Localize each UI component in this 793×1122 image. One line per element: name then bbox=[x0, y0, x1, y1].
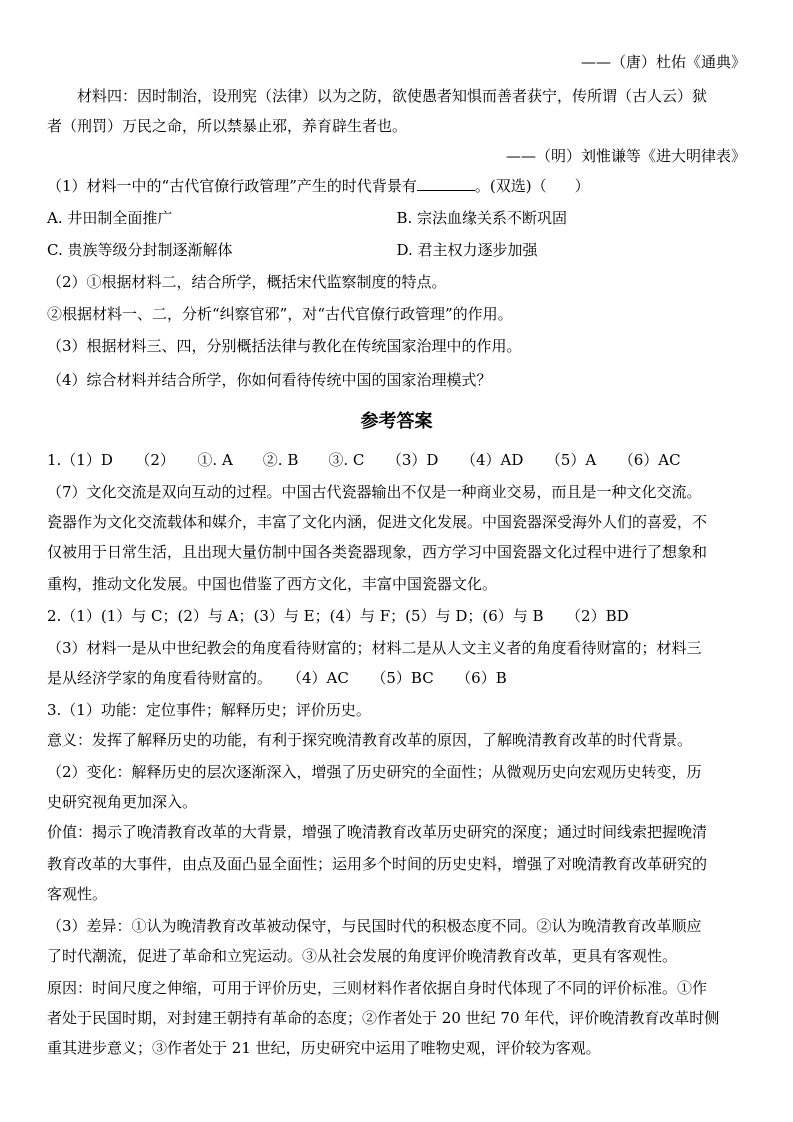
options-row-2 bbox=[47, 238, 746, 262]
options-row-1 bbox=[47, 206, 746, 230]
answer-3-line-5: 价值：揭示了晚清教育改革的大背景，增强了晚清教育改革历史研究的深度；通过时间线索把握晚清 bbox=[47, 823, 708, 841]
material-4-line-2: 者（刑罚）万民之命，所以禁暴止邪，养育辟生者也。 bbox=[47, 117, 408, 135]
question-1-type: 。(双选)（ bbox=[474, 177, 547, 195]
answer-blank bbox=[417, 176, 475, 191]
answer-3-line-9: 了时代潮流，促进了革命和立宪运动。③从社会发展的角度评价晚清教育改革，更具有客观性。 bbox=[47, 947, 678, 965]
answer-1-7-line-4: 重构，推动文化发展。中国也借鉴了西方文化，丰富中国瓷器文化。 bbox=[47, 575, 498, 593]
option-a: A. 井田制全面推广 bbox=[47, 209, 173, 227]
answer-3-line-8: （3）差异：①认为晚清教育改革被动保守，与民国时代的积极态度不同。②认为晚清教育改革顺应 bbox=[47, 917, 702, 935]
question-2-2: ②根据材料一、二，分析“纠察官邪”，对“古代官僚行政管理”的作用。 bbox=[47, 305, 513, 323]
question-3: （3）根据材料三、四，分别概括法律与教化在传统国家治理中的作用。 bbox=[47, 337, 522, 355]
source-line-4: ——（明）刘惟谦等《进大明律表》 bbox=[505, 147, 746, 165]
answer-3-line-1: 3.（1）功能：定位事件；解释历史；评价历史。 bbox=[47, 701, 371, 719]
question-1-stem: （1）材料一中的“古代官僚行政管理”产生的时代背景有 bbox=[47, 177, 417, 195]
question-1 bbox=[47, 174, 746, 198]
source-line-3: ——（唐）杜佑《通典》 bbox=[580, 53, 746, 71]
answer-3-line-7: 客观性。 bbox=[47, 885, 108, 903]
answer-1-7-line-3: 仅被用于日常生活，且出现大量仿制中国各类瓷器现象，西方学习中国瓷器文化过程中进行了想象和 bbox=[47, 543, 708, 561]
answer-2-line-2: （3）材料一是从中世纪教会的角度看待财富的；材料二是从人文主义者的角度看待财富的；材料三 bbox=[47, 639, 702, 657]
answer-3-line-2: 意义：发挥了解释历史的功能，有利于探究晚清教育改革的原因，了解晚清教育改革的时代背景。 bbox=[47, 731, 693, 749]
answer-2-line-1: 2.（1）(1）与 C；(2）与 A；(3）与 E；(4）与 F；(5）与 D；(6）与 B （2）BD bbox=[47, 607, 629, 625]
answer-1: 1.（1）D （2） ①. A ②. B ③. C （3）D （4）AD （5）A （6）AC bbox=[47, 451, 681, 469]
question-2-1: （2）①根据材料二，结合所学，概括宋代监察制度的特点。 bbox=[47, 273, 447, 291]
question-4: （4）综合材料并结合所学，你如何看待传统中国的国家治理模式？ bbox=[47, 371, 492, 389]
answer-3-line-11: 者处于民国时期，对封建王朝持有革命的态度；②作者处于 20 世纪 70 年代，评价晚清教育改革时侧 bbox=[47, 1009, 720, 1027]
material-4-line-1: 材料四：因时制治，设刑宪（法律）以为之防，欲使愚者知惧而善者获宁，传所谓（古人云）狱 bbox=[47, 87, 708, 105]
answer-3-line-6: 教育改革的大事件，由点及面凸显全面性；运用多个时间的历史史料，增强了对晚清教育改革研究的 bbox=[47, 855, 708, 873]
answer-1-7-line-2: 瓷器作为文化交流载体和媒介，丰富了文化内涵，促进文化发展。中国瓷器深受海外人们的喜爱，不 bbox=[47, 513, 708, 531]
answer-3-line-3: （2）变化：解释历史的层次逐渐深入，增强了历史研究的全面性；从微观历史向宏观历史转变，历 bbox=[47, 763, 702, 781]
option-c: C. 贵族等级分封制逐渐解体 bbox=[47, 241, 233, 259]
answer-3-line-12: 重其进步意义；③作者处于 21 世纪，历史研究中运用了唯物史观，评价较为客观。 bbox=[47, 1039, 601, 1057]
answer-2-line-3: 是从经济学家的角度看待财富的。 （4）AC （5）BC （6）B bbox=[47, 669, 507, 687]
question-1-close: ） bbox=[574, 177, 590, 195]
option-b: B. 宗法血缘关系不断巩固 bbox=[396, 209, 568, 227]
answer-1-7-line-1: （7）文化交流是双向互动的过程。中国古代瓷器输出不仅是一种商业交易，而且是一种文化交流。 bbox=[47, 483, 702, 501]
answer-3-line-4: 史研究视角更加深入。 bbox=[47, 793, 198, 811]
option-d: D. 君主权力逐步加强 bbox=[396, 241, 538, 259]
answer-3-line-10: 原因：时间尺度之伸缩，可用于评价历史，三则材料作者依据自身时代体现了不同的评价标准。①作 bbox=[47, 979, 708, 997]
answer-heading: 参考答案 bbox=[360, 411, 433, 432]
